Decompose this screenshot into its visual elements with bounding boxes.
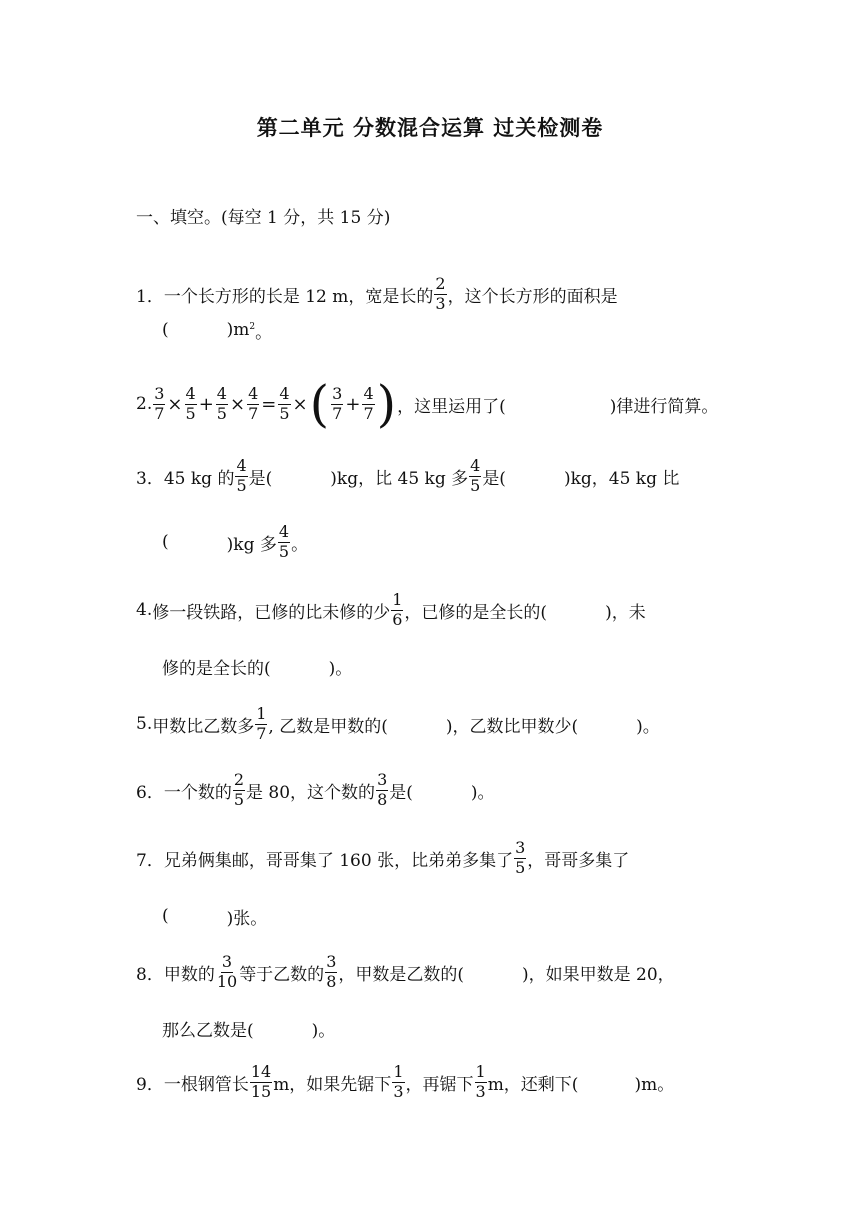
- question-text: 。: [291, 534, 309, 555]
- left-paren: (: [309, 375, 330, 433]
- superscript: 2: [249, 322, 256, 332]
- question-8-line-1: [136, 942, 675, 1002]
- question-text: )张。: [226, 908, 268, 929]
- fraction: $\frac{3}{8}$: [377, 769, 388, 809]
- question-number: 6．: [136, 782, 164, 803]
- question-text: )。: [328, 658, 353, 679]
- fraction: $\frac{4}{7}$: [248, 383, 259, 423]
- question-text: )，乙数比甲数少(: [445, 716, 579, 737]
- question-text: , 乙数是甲数的(: [268, 716, 388, 737]
- page-title: 第二单元 分数混合运算 过关检测卷: [256, 116, 604, 140]
- question-text: ，甲数是乙数的(: [338, 964, 465, 985]
- question-8-line-2: [162, 998, 335, 1058]
- question-5: [136, 694, 660, 754]
- question-text: 是(: [482, 468, 506, 489]
- fraction: $\frac{4}{5}$: [470, 455, 481, 495]
- fraction: $\frac{4}{7}$: [363, 383, 374, 423]
- question-7-line-1: [136, 828, 629, 888]
- fraction: $\frac{1}{7}$: [256, 703, 267, 743]
- fraction: $\frac{4}{5}$: [279, 383, 290, 423]
- question-7-line-2: [162, 886, 267, 946]
- question-text: )。: [311, 1020, 336, 1041]
- fraction: $\frac{4}{5}$: [185, 383, 196, 423]
- fraction: $\frac{3}{7}$: [154, 383, 165, 423]
- question-text: 甲数的: [163, 964, 215, 985]
- operator: +: [198, 393, 214, 415]
- fraction: $\frac{3}{7}$: [332, 383, 343, 423]
- question-text: 那么乙数是(: [162, 1020, 254, 1041]
- operator: =: [261, 393, 277, 415]
- question-9: [136, 1052, 674, 1112]
- fraction: $\frac{1}{3}$: [393, 1061, 404, 1101]
- question-text: )kg，比 45 kg 多: [330, 468, 469, 489]
- question-number: 8．: [136, 964, 164, 985]
- question-3-line-2: [162, 512, 308, 572]
- question-1-line-2: [162, 300, 272, 360]
- fraction: $\frac{3}{5}$: [515, 837, 526, 877]
- question-text: )。: [470, 782, 495, 803]
- question-text: ，已修的是全长的(: [404, 602, 548, 623]
- question-number: 4.: [136, 600, 153, 620]
- question-2: [136, 374, 718, 434]
- question-3-line-1: [136, 446, 679, 506]
- question-text: 修一段铁路，已修的比未修的少: [152, 602, 391, 623]
- question-text: 。: [255, 322, 273, 343]
- question-text: )，未: [605, 602, 646, 623]
- question-text: ，哥哥多集了: [527, 850, 630, 871]
- question-text: )m。: [634, 1074, 675, 1095]
- question-text: 是 80，这个数的: [246, 782, 376, 803]
- operator: +: [345, 393, 361, 415]
- question-text: m，如果先锯下: [273, 1074, 392, 1095]
- question-number: 5.: [136, 714, 153, 734]
- fraction: $\frac{14}{15}$: [250, 1061, 272, 1101]
- section-heading-text: 一、填空。(每空 1 分，共 15 分): [136, 207, 391, 228]
- fraction: $\frac{2}{3}$: [435, 273, 446, 313]
- fraction: $\frac{4}{5}$: [216, 383, 227, 423]
- question-number: 7．: [136, 850, 164, 871]
- question-text: ，这个长方形的面积是: [447, 286, 618, 307]
- question-text: )m: [226, 320, 250, 340]
- question-text: 修的是全长的(: [162, 658, 271, 679]
- question-text: 兄弟俩集邮，哥哥集了 160 张，比弟弟多集了: [163, 850, 514, 871]
- question-text: )律进行简算。: [609, 396, 719, 417]
- fraction: $\frac{1}{3}$: [475, 1061, 486, 1101]
- operator: ×: [167, 393, 183, 415]
- fraction: $\frac{4}{5}$: [278, 521, 290, 561]
- question-text: 一个数的: [163, 782, 232, 803]
- operator: ×: [292, 393, 308, 415]
- question-6: [136, 760, 495, 820]
- question-4-line-1: [136, 580, 646, 640]
- question-text: 是(: [389, 782, 413, 803]
- fraction: $\frac{3}{8}$: [326, 951, 337, 991]
- question-text: )。: [636, 716, 660, 737]
- question-number: 1．: [136, 286, 164, 307]
- question-text: ，这里运用了(: [397, 396, 506, 417]
- section-heading: [136, 185, 390, 245]
- operator: ×: [229, 393, 246, 415]
- question-text: m，还剩下(: [487, 1074, 579, 1095]
- question-text: )kg 多: [226, 534, 277, 555]
- fraction: $\frac{1}{6}$: [392, 589, 403, 629]
- question-text: 一根钢管长: [163, 1074, 249, 1095]
- question-text: 45 kg 的: [163, 468, 235, 489]
- question-number: 2.: [136, 394, 153, 414]
- question-number: 9．: [136, 1074, 164, 1095]
- question-text: 甲数比乙数多: [152, 716, 255, 737]
- question-number: 3．: [136, 468, 164, 489]
- question-4-line-2: [162, 636, 352, 696]
- answer-open: (: [162, 320, 169, 340]
- question-text: )kg，45 kg 比: [563, 468, 680, 489]
- right-paren: ): [376, 375, 397, 433]
- question-text: 等于乙数的: [239, 964, 325, 985]
- question-text: 是(: [248, 468, 273, 489]
- fraction: $\frac{2}{5}$: [233, 769, 245, 809]
- answer-open: (: [162, 532, 169, 552]
- fraction: $\frac{3}{10}$: [216, 951, 238, 991]
- question-text: )，如果甲数是 20，: [522, 964, 675, 985]
- question-text: 一个长方形的长是 12 m，宽是长的: [163, 286, 434, 307]
- answer-open: (: [162, 906, 169, 926]
- question-text: ，再锯下: [405, 1074, 474, 1095]
- fraction: $\frac{4}{5}$: [236, 455, 247, 495]
